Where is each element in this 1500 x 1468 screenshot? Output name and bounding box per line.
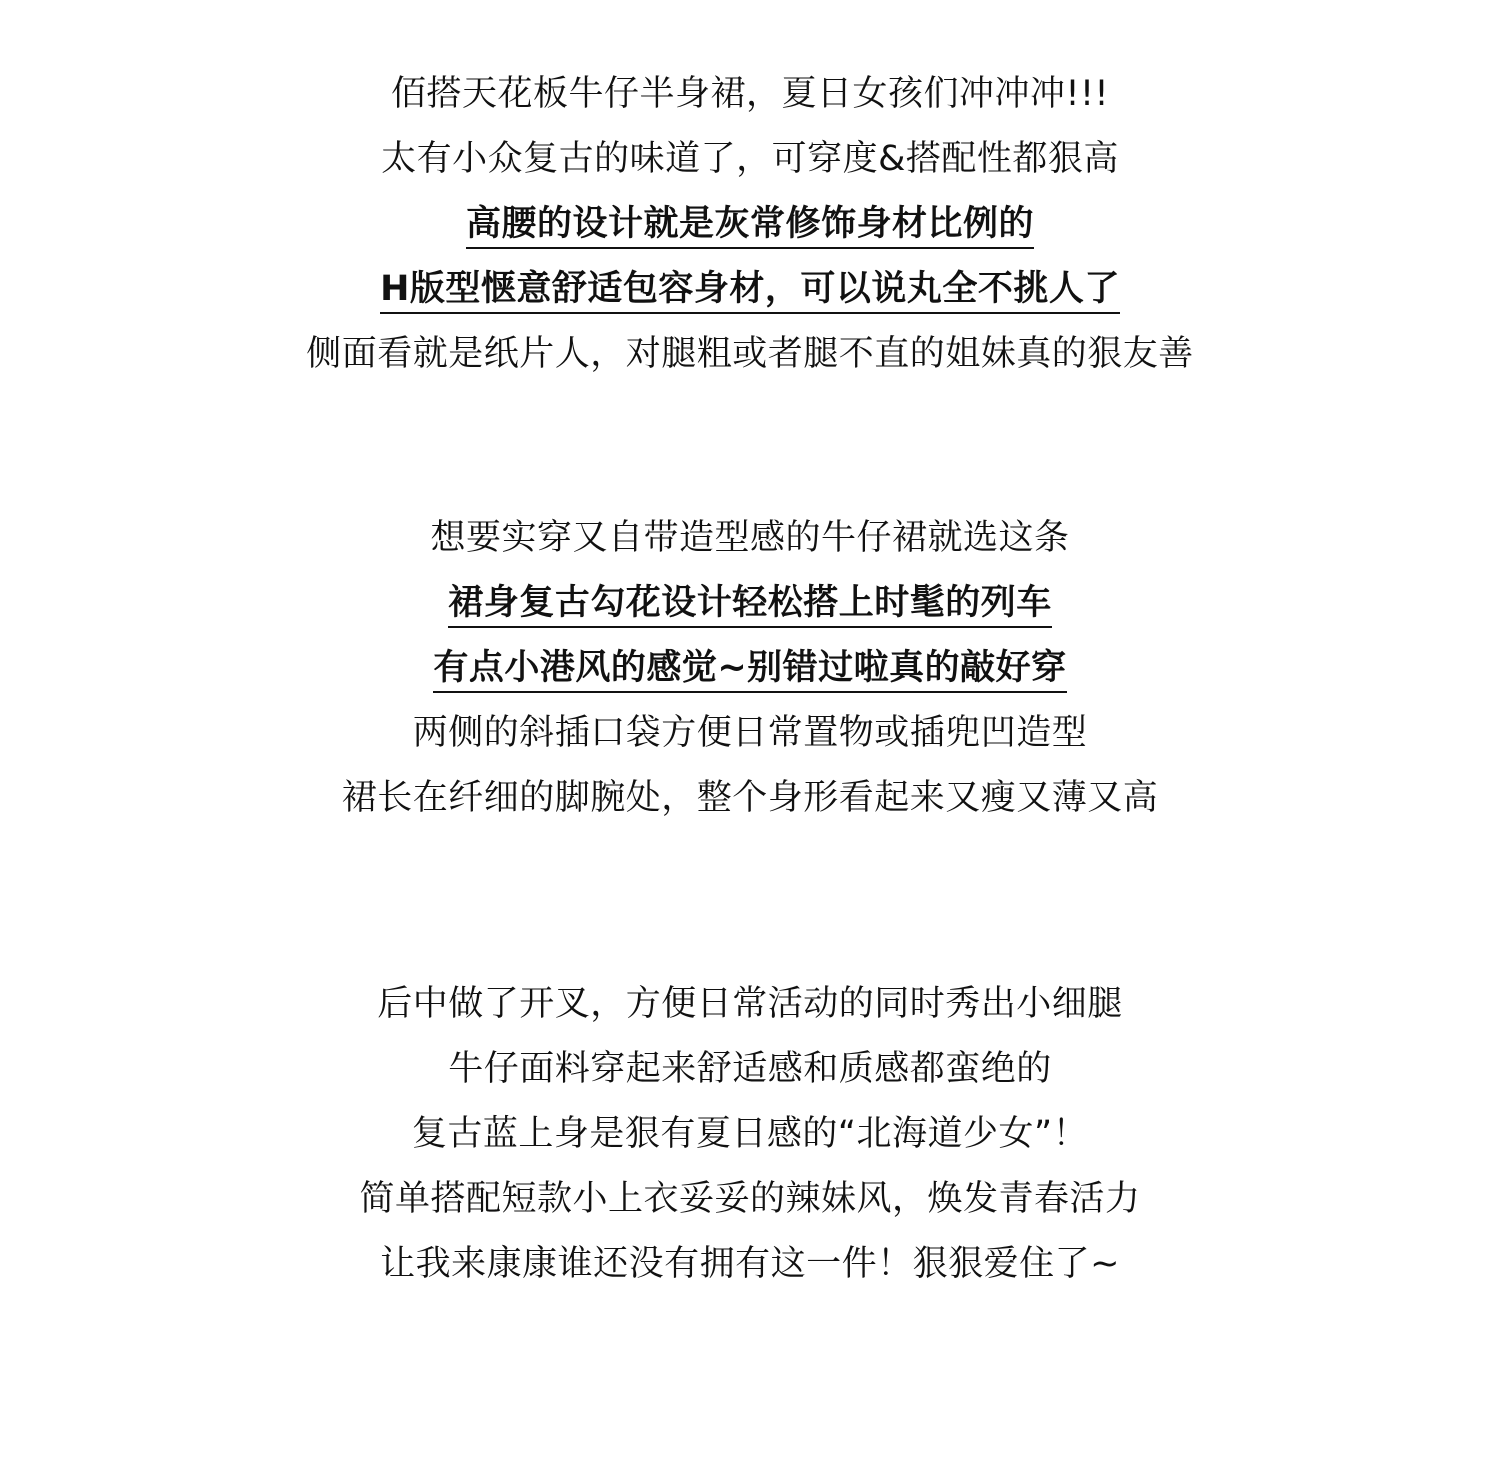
text-line bbox=[0, 766, 1500, 831]
highlighted-text-line bbox=[0, 257, 1500, 322]
text-line-content: 太有小众复古的味道了，可穿度&搭配性都狠高 bbox=[381, 139, 1119, 179]
text-line-content: 裙长在纤细的脚腕处，整个身形看起来又瘦又薄又高 bbox=[341, 778, 1159, 818]
underlined-bold-text: 高腰的设计就是灰常修饰身材比例的 bbox=[466, 202, 1034, 249]
text-line-content: 想要实穿又自带造型感的牛仔裙就选这条 bbox=[430, 518, 1070, 558]
text-line bbox=[0, 1232, 1500, 1297]
text-section-2 bbox=[0, 506, 1500, 831]
text-section-1 bbox=[0, 62, 1500, 387]
text-section-3 bbox=[0, 972, 1500, 1297]
text-line bbox=[0, 701, 1500, 766]
text-line-content: 复古蓝上身是狠有夏日感的“北海道少女”！ bbox=[411, 1114, 1089, 1154]
text-line bbox=[0, 506, 1500, 571]
highlighted-text-line bbox=[0, 636, 1500, 701]
underlined-bold-text: H版型惬意舒适包容身材，可以说丸全不挑人了 bbox=[380, 267, 1120, 314]
text-line-content: 两侧的斜插口袋方便日常置物或插兜凹造型 bbox=[412, 713, 1088, 753]
text-line bbox=[0, 322, 1500, 387]
text-line bbox=[0, 127, 1500, 192]
underlined-bold-text: 有点小港风的感觉~别错过啦真的敲好穿 bbox=[433, 646, 1066, 693]
text-line-content: 牛仔面料穿起来舒适感和质感都蛮绝的 bbox=[448, 1049, 1052, 1089]
text-line bbox=[0, 1167, 1500, 1232]
text-line-content: 让我来康康谁还没有拥有这一件！狠狠爱住了~ bbox=[380, 1244, 1120, 1284]
text-line bbox=[0, 1037, 1500, 1102]
text-line-content: 简单搭配短款小上衣妥妥的辣妹风，焕发青春活力 bbox=[359, 1179, 1141, 1219]
text-line bbox=[0, 1102, 1500, 1167]
underlined-bold-text: 裙身复古勾花设计轻松搭上时髦的列车 bbox=[448, 581, 1052, 628]
text-line bbox=[0, 972, 1500, 1037]
text-line-content: 佰搭天花板牛仔半身裙，夏日女孩们冲冲冲!!! bbox=[390, 74, 1110, 114]
highlighted-text-line bbox=[0, 192, 1500, 257]
text-line-content: 侧面看就是纸片人，对腿粗或者腿不直的姐妹真的狠友善 bbox=[306, 334, 1194, 374]
text-line bbox=[0, 62, 1500, 127]
text-line-content: 后中做了开叉，方便日常活动的同时秀出小细腿 bbox=[377, 984, 1123, 1024]
highlighted-text-line bbox=[0, 571, 1500, 636]
